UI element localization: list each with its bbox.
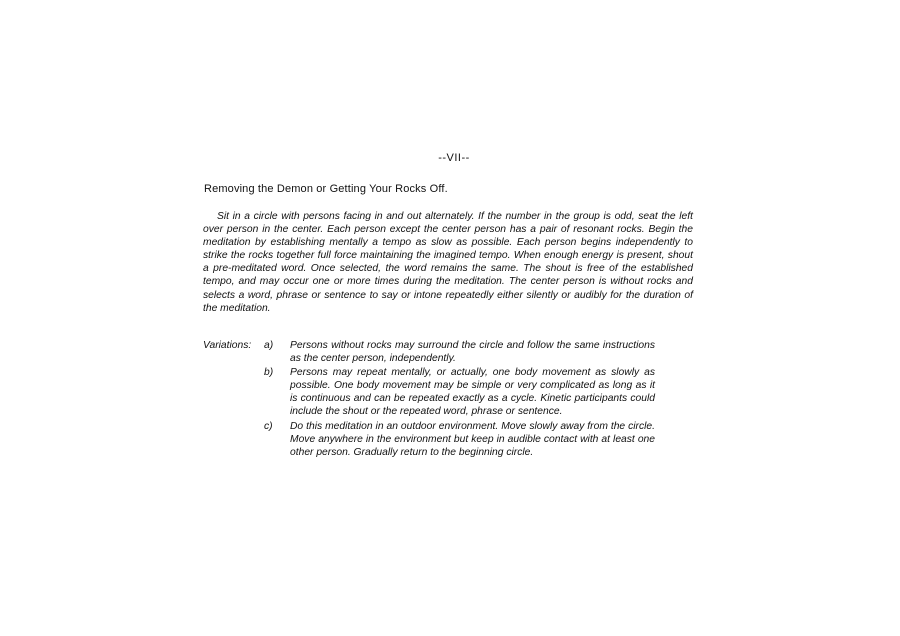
variation-item-c (264, 420, 673, 459)
piece-title: Removing the Demon or Getting Your Rocks Off. (204, 183, 448, 195)
variation-letter: a) (264, 340, 274, 351)
variation-letter: b) (264, 367, 274, 379)
variation-text: Persons may repeat mentally, or actually, one body movement as slowly as possible. One body movement may be simple or very complicated as long as it is continuous and can be repeated exactly as a cycle. Kinetic participants could include the shout or the repeated word, phrase or sentence. (290, 367, 655, 418)
variation-text: Persons without rocks may surround the circle and follow the same instructions as the center person, independently. (290, 340, 655, 365)
variation-letter: c) (264, 420, 273, 432)
section-number: --VII-- (438, 152, 470, 164)
variation-item-a (264, 339, 673, 365)
variation-text: Do this meditation in an outdoor environment. Move slowly away from the circle. Move anywhere in the environment but keep in audible contact with at least one other person. Gradually return to the beginning circle. (290, 420, 655, 458)
variations-section (203, 339, 673, 460)
variations-label: Variations: (203, 340, 252, 351)
variation-item-b (264, 366, 673, 418)
instructions-paragraph: Sit in a circle with persons facing in and out alternately. If the number in the group is odd, seat the left over person in the center. Each person except the center person has a pair of resonant rocks. Begin the meditation by establishing mentally a tempo as slow as possible. Each person begins independently to strike the rocks together full force maintaining the imagined tempo. When enough energy is present, shout a pre-meditated word. Once selected, the word remains the same. The shout is free of the established tempo, and may occur one or more times during the meditation. The center person is without rocks and selects a word, phrase or sentence to say or intone repeatedly either silently or audibly for the duration of the meditation. (203, 211, 693, 314)
